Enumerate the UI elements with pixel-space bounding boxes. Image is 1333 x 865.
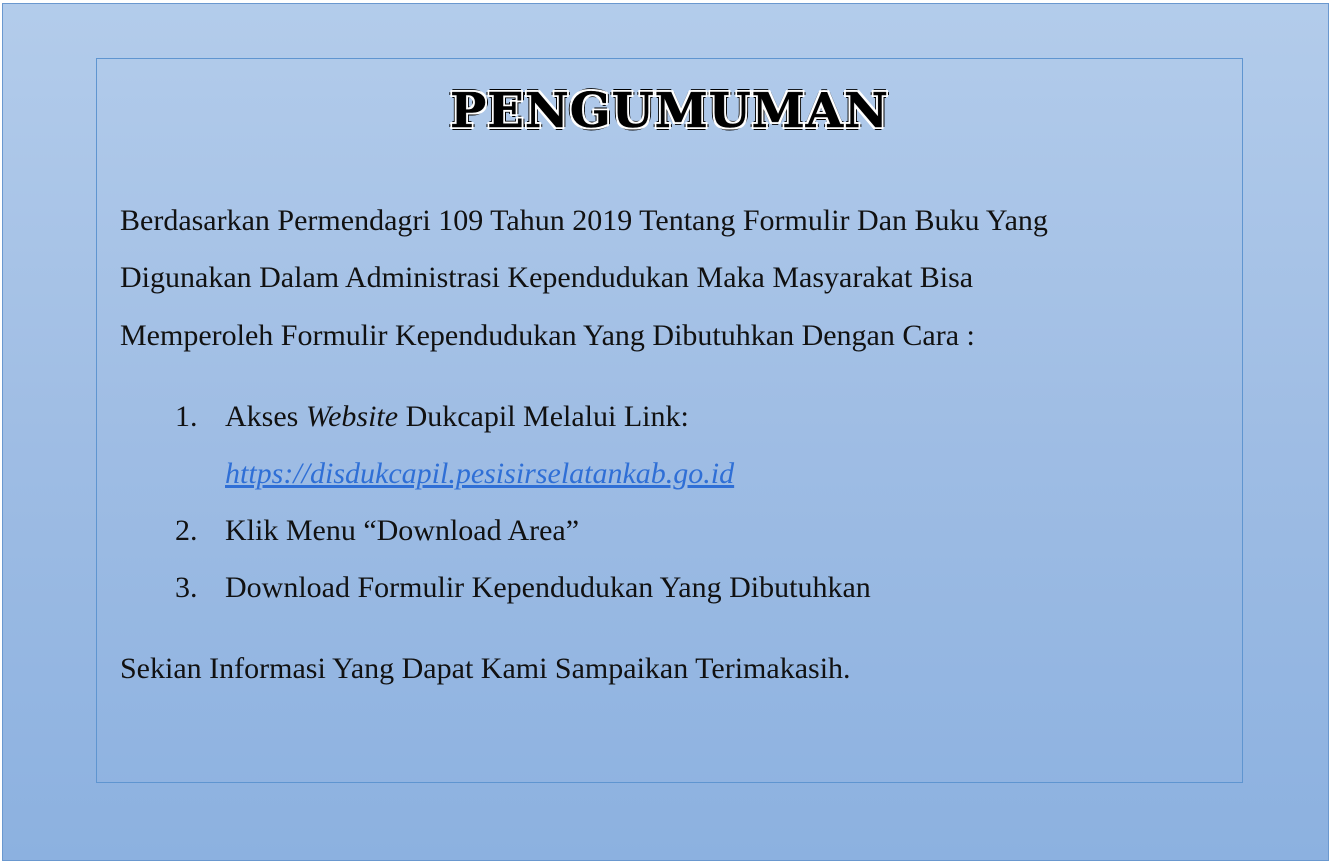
step-3-text: Download Formulir Kependudukan Yang Dibutuhkan [225, 571, 871, 604]
intro-line-3: Memperoleh Formulir Kependudukan Yang Dibutuhkan Dengan Cara : [120, 319, 975, 352]
announcement-title: PENGUMUMAN [450, 83, 889, 139]
step-1-prefix: Akses [225, 400, 306, 433]
step-2-text: Klik Menu “Download Area” [225, 514, 580, 547]
announcement-frame [96, 58, 1243, 783]
closing-text: Sekian Informasi Yang Dapat Kami Sampaikan Terimakasih. [120, 652, 851, 685]
step-1-text [225, 400, 689, 434]
intro-line-2: Digunakan Dalam Administrasi Kependudukan Maka Masyarakat Bisa [120, 261, 974, 294]
step-1-suffix: Dukcapil Melalui Link: [398, 400, 689, 433]
step-1-number: 1. [175, 400, 198, 433]
step-3-number: 3. [175, 571, 198, 604]
step-2-number: 2. [175, 514, 198, 547]
announcement-background [2, 3, 1329, 861]
dukcapil-website-link[interactable]: https://disdukcapil.pesisirselatankab.go.id [225, 457, 735, 490]
step-1-emphasis: Website [305, 400, 399, 433]
intro-line-1: Berdasarkan Permendagri 109 Tahun 2019 Tentang Formulir Dan Buku Yang [120, 204, 1048, 237]
